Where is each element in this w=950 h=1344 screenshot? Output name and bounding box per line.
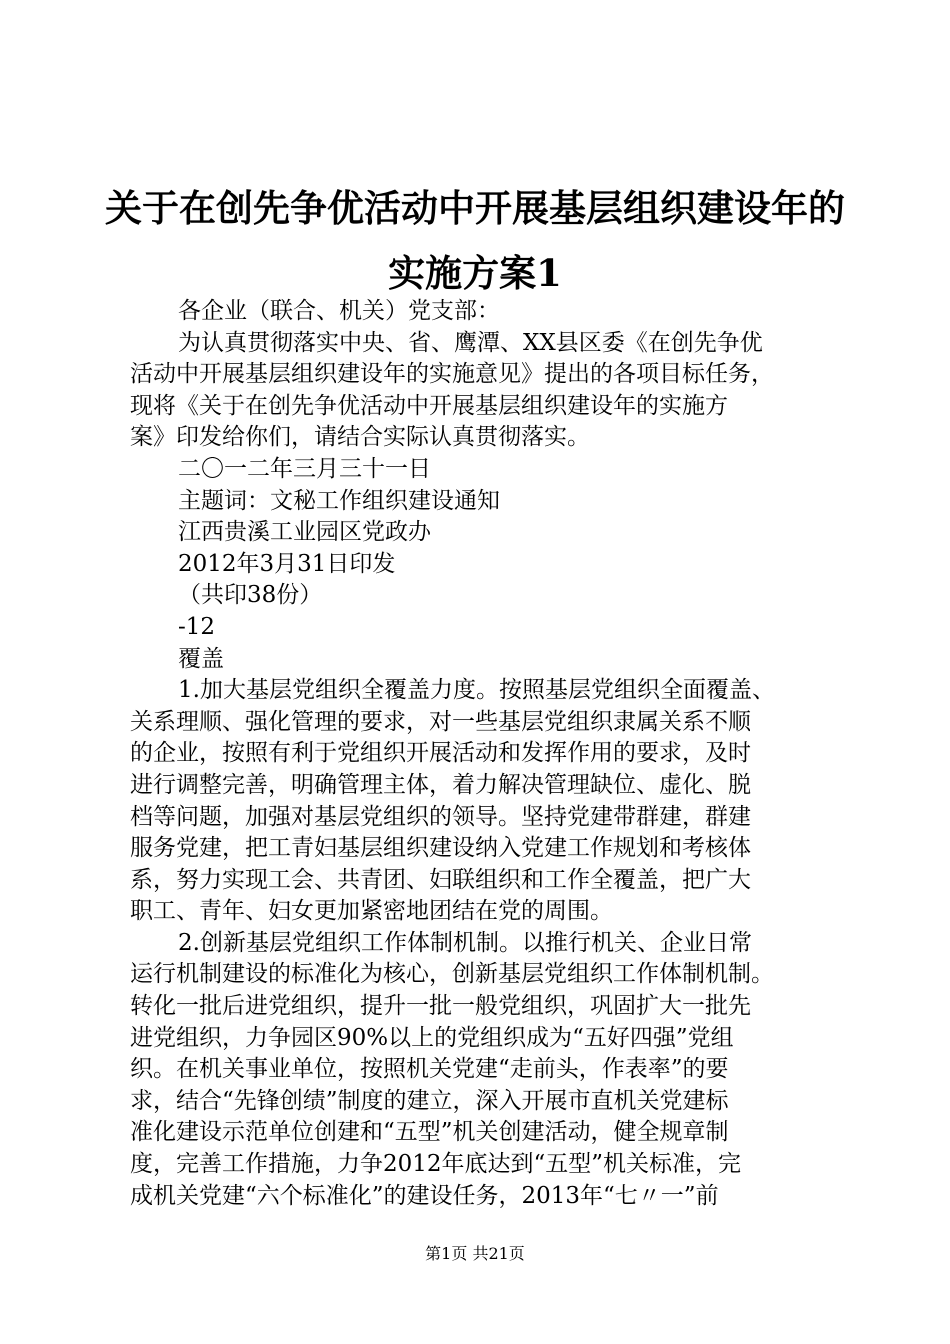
- paragraph-line: 进党组织，力争园区90%以上的党组织成为“五好四强”党组: [130, 1024, 734, 1051]
- paragraph-line: 1.加大基层党组织全覆盖力度。按照基层党组织全面覆盖、: [178, 677, 775, 704]
- paragraph-line: 2.创新基层党组织工作体制机制。以推行机关、企业日常: [178, 929, 752, 956]
- paragraph-line: 运行机制建设的标准化为核心，创新基层党组织工作体制机制。: [130, 961, 774, 988]
- paragraph-line: 现将《关于在创先争优活动中开展基层组织建设年的实施方: [130, 392, 728, 419]
- date-line: 二〇一二年三月三十一日: [178, 455, 431, 482]
- paragraph-line: 关系理顺、强化管理的要求，对一些基层党组织隶属关系不顺: [130, 708, 751, 735]
- paragraph-line: 案》印发给你们，请结合实际认真贯彻落实。: [130, 424, 590, 451]
- paragraph-line: 活动中开展基层组织建设年的实施意见》提出的各项目标任务，: [130, 361, 774, 388]
- paragraph-line: 成机关党建“六个标准化”的建设任务，2013年“七〃一”前: [130, 1182, 719, 1209]
- paragraph-line: 转化一批后进党组织，提升一批一般党组织，巩固扩大一批先: [130, 993, 751, 1020]
- paragraph-line: 档等问题，加强对基层党组织的领导。坚持党建带群建，群建: [130, 803, 751, 830]
- document-title-line-1: 关于在创先争优活动中开展基层组织建设年的: [105, 186, 845, 230]
- paragraph-line: 服务党建，把工青妇基层组织建设纳入党建工作规划和考核体: [130, 835, 751, 862]
- paragraph-line: 进行调整完善，明确管理主体，着力解决管理缺位、虚化、脱: [130, 771, 751, 798]
- paragraph-line: 度，完善工作措施，力争2012年底达到“五型”机关标准，完: [130, 1151, 742, 1178]
- page-footer: 第1页 共21页: [425, 1244, 525, 1263]
- issuer-line: 江西贵溪工业园区党政办: [178, 519, 431, 546]
- paragraph-line: 准化建设示范单位创建和“五型”机关创建活动，健全规章制: [130, 1119, 729, 1146]
- document-body: [130, 296, 835, 1212]
- paragraph-line: 系，努力实现工会、共青团、妇联组织和工作全覆盖，把广大: [130, 866, 751, 893]
- paragraph-line: 为认真贯彻落实中央、省、鹰潭、XX县区委《在创先争优: [178, 329, 763, 356]
- paragraph-line: 职工、青年、妇女更加紧密地团结在党的周围。: [130, 898, 613, 925]
- paragraph-line: 织。在机关事业单位，按照机关党建“走前头，作表率”的要: [130, 1056, 729, 1083]
- paragraph-line: 求，结合“先锋创绩”制度的建立，深入开展市直机关党建标: [130, 1087, 729, 1114]
- print-date-line: 2012年3月31日印发: [178, 550, 396, 577]
- page-marker-line: -12: [178, 613, 216, 640]
- section-heading: 覆盖: [178, 645, 224, 672]
- subject-keywords-line: 主题词：文秘工作组织建设通知: [178, 487, 500, 514]
- document-title-line-2: 实施方案1: [388, 251, 562, 295]
- print-count-line: （共印38份）: [178, 582, 323, 609]
- paragraph-line: 的企业，按照有利于党组织开展活动和发挥作用的要求，及时: [130, 740, 751, 767]
- salutation-line: 各企业（联合、机关）党支部：: [178, 298, 500, 324]
